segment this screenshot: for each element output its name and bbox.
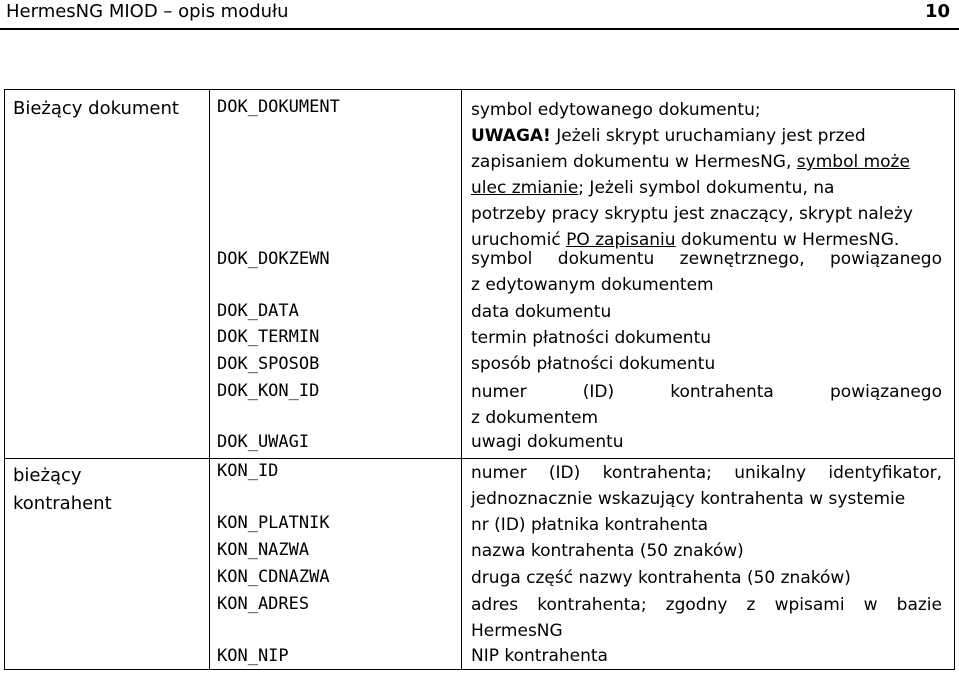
field-name: KON_ID — [217, 461, 279, 481]
field-description — [471, 460, 942, 512]
description-line: NIP kontrahenta — [471, 646, 608, 666]
description-line: z dokumentem — [471, 408, 599, 428]
warning-text: Jeżeli skrypt uruchamiany jest przed — [550, 126, 866, 146]
description-line — [471, 149, 942, 175]
field-description — [471, 429, 942, 455]
section-label-line: bieżący — [13, 465, 82, 486]
field-name: KON_CDNAZWA — [217, 567, 330, 587]
description-line: nazwa kontrahenta (50 znaków) — [471, 541, 744, 561]
section-divider — [4, 458, 955, 459]
field-description — [471, 299, 942, 325]
field-name: DOK_DOKUMENT — [217, 97, 340, 117]
field-name: KON_PLATNIK — [217, 513, 330, 533]
description-line: data dokumentu — [471, 302, 612, 322]
field-name: KON_NAZWA — [217, 540, 310, 560]
description-line: numer (ID) kontrahenta; unikalny identyfikator, — [471, 463, 942, 483]
description-line: uwagi dokumentu — [471, 432, 624, 452]
description-line — [471, 175, 942, 201]
warning-label: UWAGA! — [471, 126, 551, 146]
field-name: KON_ADRES — [217, 594, 310, 614]
description-text: zapisaniem dokumentu w HermesNG, — [471, 152, 797, 172]
section-label-current-contractor — [13, 462, 203, 518]
field-description — [471, 351, 942, 377]
description-line: potrzeby pracy skryptu jest znaczący, skrypt należy — [471, 204, 913, 224]
field-name: DOK_SPOSOB — [217, 354, 320, 374]
field-name: DOK_UWAGI — [217, 432, 310, 452]
column-divider-2 — [461, 89, 462, 670]
underlined-text: ulec zmianie — [471, 178, 579, 198]
description-line: jednoznacznie wskazujący kontrahenta w systemie — [471, 489, 906, 509]
header-divider — [0, 28, 959, 30]
section-label-current-document: Bieżący dokument — [13, 98, 179, 119]
section-label-line: kontrahent — [13, 493, 112, 514]
field-description — [471, 325, 942, 351]
description-line: numer (ID) kontrahenta powiązanego — [471, 382, 942, 402]
field-description — [471, 97, 942, 253]
header-title: HermesNG MIOD – opis modułu — [6, 1, 289, 22]
field-name: DOK_DATA — [217, 301, 299, 321]
field-name: DOK_KON_ID — [217, 381, 320, 401]
description-line: sposób płatności dokumentu — [471, 354, 716, 374]
description-line: nr (ID) płatnika kontrahenta — [471, 515, 709, 535]
underlined-text: PO zapisaniu — [566, 230, 676, 250]
description-text: uruchomić — [471, 230, 567, 250]
description-text: dokumentu w HermesNG. — [675, 230, 900, 250]
description-line: HermesNG — [471, 621, 563, 641]
description-line: symbol edytowanego dokumentu; — [471, 100, 761, 120]
description-text: ; Jeżeli symbol dokumentu, na — [578, 178, 835, 198]
description-line: druga część nazwy kontrahenta (50 znaków) — [471, 568, 851, 588]
page-header — [0, 0, 959, 28]
description-line: adres kontrahenta; zgodny z wpisami w bazie — [471, 595, 942, 615]
field-name: DOK_TERMIN — [217, 327, 320, 347]
column-divider-1 — [209, 89, 210, 670]
underlined-text: symbol może — [796, 152, 910, 172]
page-number: 10 — [924, 1, 950, 22]
field-description — [471, 246, 942, 298]
field-name: KON_NIP — [217, 646, 289, 666]
field-description — [471, 379, 942, 431]
field-description — [471, 538, 942, 564]
description-line — [471, 123, 942, 149]
field-name: DOK_DOKZEWN — [217, 249, 330, 269]
description-line: termin płatności dokumentu — [471, 328, 712, 348]
field-description — [471, 592, 942, 644]
description-line: z edytowanym dokumentem — [471, 275, 714, 295]
field-description — [471, 512, 942, 538]
field-description — [471, 565, 942, 591]
description-line: symbol dokumentu zewnętrznego, powiązanego — [471, 249, 942, 269]
field-description — [471, 643, 942, 669]
